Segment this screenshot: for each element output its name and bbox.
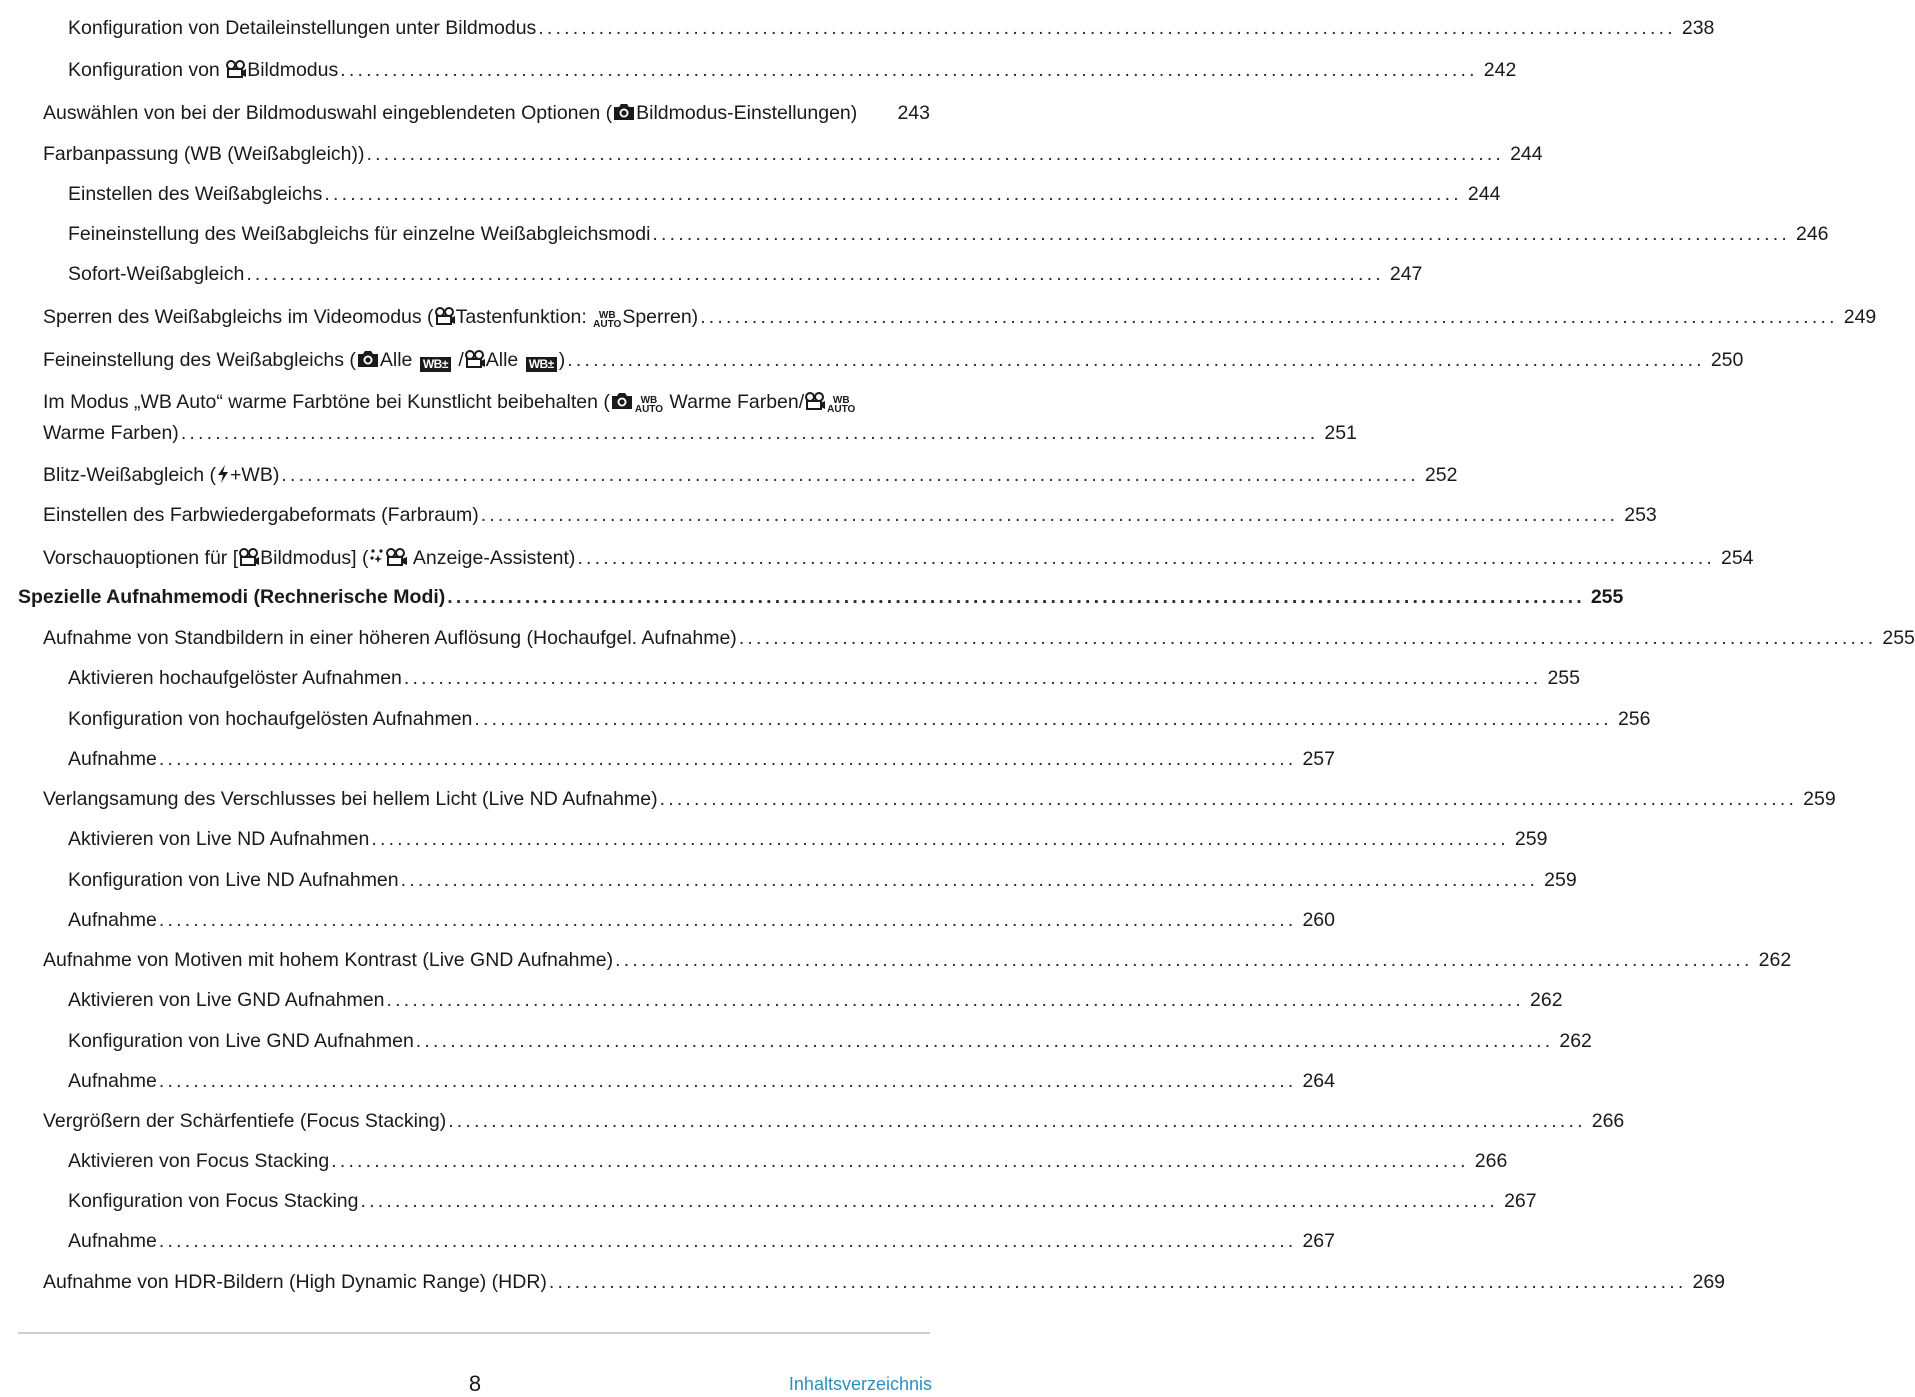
leader-dots: .................................................................................................................................... [331, 1150, 1469, 1172]
wb-adjust-icon: WB± [526, 357, 557, 372]
leader-dots: .................................................................................................................................... [738, 627, 1877, 649]
toc-entry-title: Aufnahme von Motiven mit hohem Kontrast (Live GND Aufnahme) [43, 949, 614, 971]
wb-auto-icon: WB AUTO [634, 395, 663, 415]
toc-page-number: 262 [1530, 989, 1563, 1011]
leader-dots: .................................................................................................................................... [366, 143, 1505, 165]
toc-page-number: 247 [1389, 263, 1423, 285]
toc-entry-title: Blitz-Weißabgleich ( +WB) [43, 464, 280, 486]
toc-entry-title: Konfiguration von Bildmodus [68, 59, 339, 81]
toc-entry-title: Im Modus „WB Auto“ warme Farbtöne bei Kunstlicht beibehalten ( WB AUTO Warme Farben/ WB AUTO [43, 391, 856, 415]
toc-entry-title: Aktivieren hochaufgelöster Aufnahmen [68, 667, 402, 689]
toc-entry-title: Konfiguration von Detaileinstellungen unter Bildmodus [68, 17, 537, 39]
leader-dots: .................................................................................................................................... [615, 949, 1753, 971]
leader-dots: .................................................................................................................................... [403, 667, 1542, 689]
toc-page-number: 256 [1617, 708, 1651, 730]
footer-divider [18, 1332, 930, 1334]
leader-dots: .................................................................................................................................... [158, 748, 1297, 770]
toc-page-number: 250 [1710, 349, 1744, 371]
toc-page-number: 260 [1302, 909, 1335, 931]
leader-dots: .................................................................................................................................... [360, 1190, 1499, 1212]
movie-icon [434, 306, 456, 326]
toc-page-number: 262 [1758, 949, 1792, 971]
movie-icon [804, 391, 826, 411]
toc-entry-title: Spezielle Aufnahmemodi (Rechnerische Modi) [18, 586, 446, 608]
toc-page-number: 266 [1474, 1150, 1508, 1172]
leader-dots: .................................................................................................................................... [386, 989, 1525, 1011]
leader-dots: .................................................................................................................................... [447, 586, 1585, 608]
camera-icon [610, 391, 634, 411]
toc-entry-title: Sperren des Weißabgleichs im Videomodus ( Tastenfunktion: WB AUTO Sperren) [43, 306, 699, 330]
toc-entry[interactable] [0, 390, 1357, 446]
leader-dots: .................................................................................................................................... [480, 504, 1619, 526]
toc-entry-title: Konfiguration von hochaufgelösten Aufnahmen [68, 708, 473, 730]
leader-dots: .................................................................................................................................... [340, 59, 1478, 81]
toc-page-number: 257 [1302, 748, 1335, 770]
leader-dots: .................................................................................................................................... [324, 183, 1462, 205]
toc-entry-title: Sofort-Weißabgleich [68, 263, 245, 285]
toc-entry-title: Vergrößern der Schärfentiefe (Focus Stacking) [43, 1110, 447, 1132]
sparkle-movie-icon [369, 547, 409, 567]
leader-dots: .................................................................................................................................... [474, 708, 1612, 730]
toc-page-number: 244 [1467, 183, 1501, 205]
toc-page-number: 249 [1843, 306, 1877, 328]
toc-entry-title: Konfiguration von Live ND Aufnahmen [68, 869, 399, 891]
leader-dots: .................................................................................................................................... [158, 1230, 1297, 1252]
movie-icon [238, 547, 260, 567]
toc-entry-title: Auswählen von bei der Bildmoduswahl eingeblendeten Optionen ( Bildmodus-Einstellungen) [43, 102, 858, 124]
toc-page-number: 254 [1720, 547, 1754, 569]
toc-entry-title: Aktivieren von Live ND Aufnahmen [68, 828, 370, 850]
toc-page-number: 267 [1302, 1230, 1335, 1252]
toc-page-number: 259 [1803, 788, 1836, 810]
movie-icon [464, 349, 486, 369]
toc-page-number: 238 [1681, 17, 1715, 39]
leader-dots: .................................................................................................................................... [652, 223, 1790, 245]
toc-entry-title: Farbanpassung (WB (Weißabgleich)) [43, 143, 365, 165]
table-of-contents-link[interactable]: Inhaltsverzeichnis [788, 1374, 932, 1394]
toc-page-number: 267 [1504, 1190, 1537, 1212]
toc-entry-title: Verlangsamung des Verschlusses bei hellem Licht (Live ND Aufnahme) [43, 788, 658, 810]
flash-icon [216, 464, 230, 484]
camera-icon [612, 102, 636, 122]
toc-page-number: 264 [1302, 1070, 1335, 1092]
leader-dots: .................................................................................................................................... [448, 1110, 1586, 1132]
leader-dots: .................................................................................................................................... [246, 263, 1384, 285]
toc-page-number: 244 [1510, 143, 1543, 165]
toc-page-number: 246 [1795, 223, 1829, 245]
wb-adjust-icon: WB± [420, 357, 451, 372]
toc-page-number: 243 [897, 102, 930, 124]
leader-dots: .................................................................................................................................... [567, 349, 1705, 371]
leader-dots: .................................................................................................................................... [548, 1271, 1687, 1293]
toc-page-number: 255 [1547, 667, 1580, 689]
toc-page-number: 259 [1514, 828, 1548, 850]
toc-page-number: 262 [1559, 1030, 1592, 1052]
toc-entry-title: Einstellen des Farbwiedergabeformats (Farbraum) [43, 504, 479, 526]
toc-page-number: 255 [1590, 586, 1624, 608]
toc-entry-title: Aktivieren von Live GND Aufnahmen [68, 989, 385, 1011]
toc-page-number: 242 [1483, 59, 1517, 81]
wb-auto-icon: WB AUTO [593, 310, 622, 330]
toc-page-number: 255 [1882, 627, 1915, 649]
toc-entry-title: Konfiguration von Focus Stacking [68, 1190, 359, 1212]
toc-page-number: 251 [1324, 422, 1357, 444]
toc-entry-title: Aufnahme [68, 748, 157, 770]
toc-entry-title: Aufnahme [68, 909, 157, 931]
leader-dots: .................................................................................................................................... [158, 1070, 1297, 1092]
toc-page-number: 266 [1591, 1110, 1625, 1132]
leader-dots: .................................................................................................................................... [400, 869, 1539, 891]
movie-icon [225, 59, 247, 79]
toc-page-number: 253 [1624, 504, 1657, 526]
toc-entry-title: Vorschauoptionen für [ Bildmodus] ( Anzeige-Assistent) [43, 547, 576, 569]
leader-dots: .................................................................................................................................... [700, 306, 1838, 328]
leader-dots: .................................................................................................................................... [180, 422, 1319, 444]
toc-page-number: 269 [1692, 1271, 1726, 1293]
leader-dots: .................................................................................................................................... [659, 788, 1798, 810]
toc-entry-title: Aufnahme [68, 1070, 157, 1092]
leader-dots: .................................................................................................................................... [577, 547, 1715, 569]
wb-auto-icon: WB AUTO [827, 395, 856, 415]
toc-page-number: 259 [1544, 869, 1577, 891]
leader-dots: .................................................................................................................................... [281, 464, 1419, 486]
toc-page-number: 252 [1424, 464, 1458, 486]
camera-icon [356, 349, 380, 369]
toc-entry-title: Aufnahme [68, 1230, 157, 1252]
toc-entry-title: Konfiguration von Live GND Aufnahmen [68, 1030, 414, 1052]
leader-dots: .................................................................................................................................... [415, 1030, 1554, 1052]
toc-entry-title: Aktivieren von Focus Stacking [68, 1150, 330, 1172]
toc-entry-title: Feineinstellung des Weißabgleichs für einzelne Weißabgleichsmodi [68, 223, 651, 245]
leader-dots: .................................................................................................................................... [371, 828, 1509, 850]
leader-dots: .................................................................................................................................... [538, 17, 1676, 39]
toc-entry-title: Aufnahme von Standbildern in einer höheren Auflösung (Hochaufgel. Aufnahme) [43, 627, 737, 649]
toc-entry-title-continuation: Warme Farben) [43, 422, 179, 444]
leader-dots: .................................................................................................................................... [158, 909, 1297, 931]
toc-entry-title: Aufnahme von HDR-Bildern (High Dynamic Range) (HDR) [43, 1271, 547, 1293]
toc-entry-title: Feineinstellung des Weißabgleichs ( Alle WB± / Alle WB± ) [43, 349, 566, 371]
toc-entry-title: Einstellen des Weißabgleichs [68, 183, 323, 205]
page-number: 8 [468, 1371, 482, 1396]
